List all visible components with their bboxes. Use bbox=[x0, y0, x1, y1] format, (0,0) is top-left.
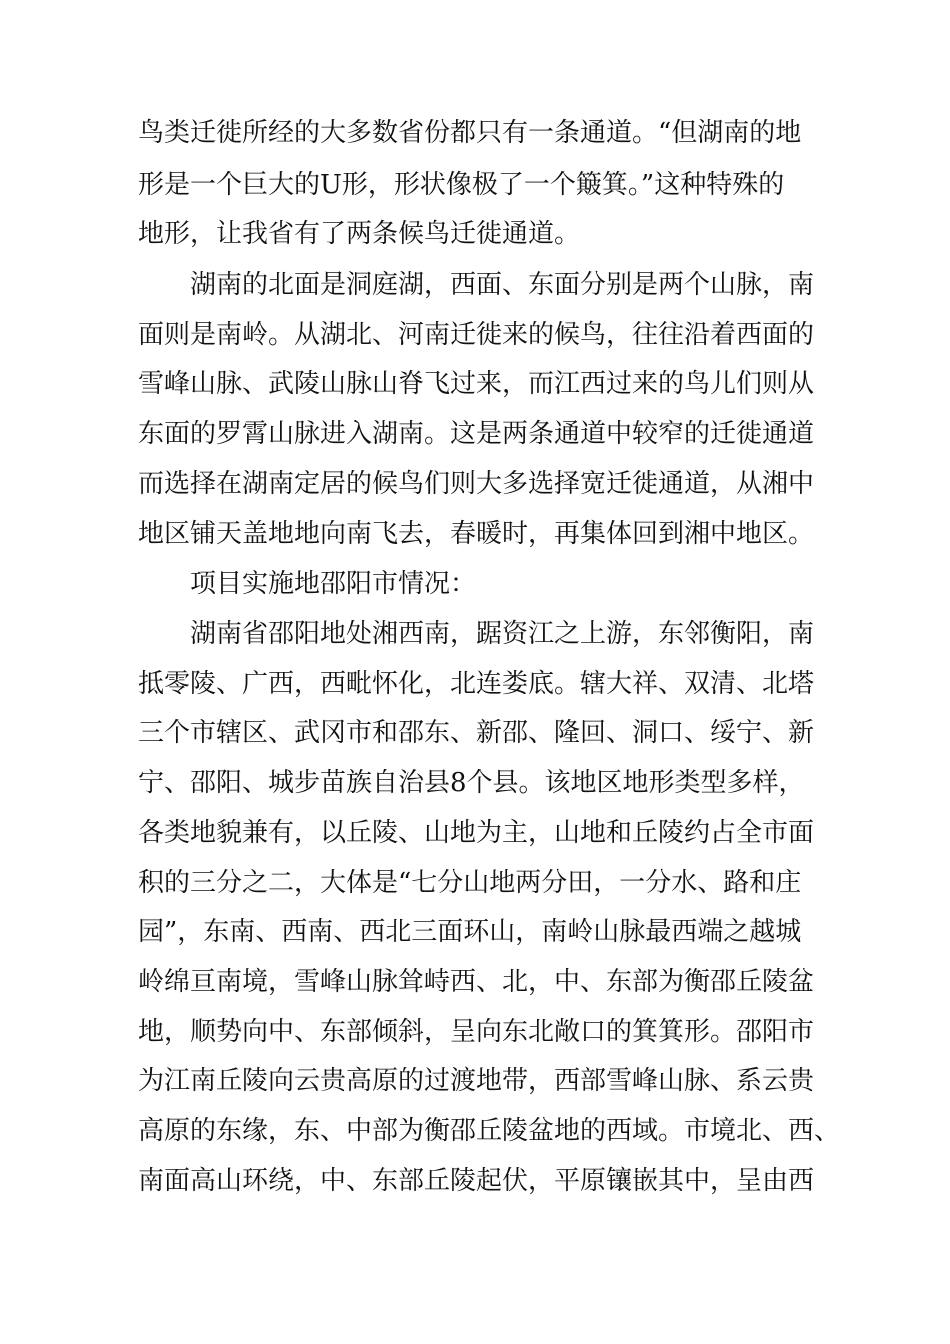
text-line: 宁、邵阳、城步苗族自治县8个县。该地区地形类型多样， bbox=[138, 768, 805, 798]
text-line: 高原的东缘，东、中部为衡邵丘陵盆地的西域。市境北、西、 bbox=[138, 1116, 841, 1146]
text-line: 为江南丘陵向云贵高原的过渡地带，西部雪峰山脉、系云贵 bbox=[138, 1066, 815, 1096]
text-line: 南面高山环绕，中、东部丘陵起伏，平原镶嵌其中，呈由西 bbox=[138, 1166, 815, 1196]
text-line: 地，顺势向中、东部倾斜，呈向东北敞口的箕箕形。邵阳市 bbox=[138, 1017, 815, 1047]
text-line: 地区铺天盖地地向南飞去，春暖时，再集体回到湘中地区。 bbox=[138, 519, 815, 549]
text-line: 鸟类迁徙所经的大多数省份都只有一条通道。“但湖南的地 bbox=[138, 118, 802, 148]
text-line: 形是一个巨大的U形，形状像极了一个簸箕。”这种特殊的 bbox=[138, 170, 785, 200]
text-line: 岭绵亘南境，雪峰山脉耸峙西、北，中、东部为衡邵丘陵盆 bbox=[138, 967, 815, 997]
text-line: 园”，东南、西南、西北三面环山，南岭山脉最西端之越城 bbox=[138, 917, 802, 947]
text-line: 湖南省邵阳地处湘西南，踞资江之上游，东邻衡阳，南 bbox=[190, 619, 815, 649]
text-line: 积的三分之二，大体是“七分山地两分田，一分水、路和庄 bbox=[138, 868, 802, 898]
text-line: 抵零陵、广西，西毗怀化，北连娄底。辖大祥、双清、北塔 bbox=[138, 669, 815, 699]
text-line: 三个市辖区、武冈市和邵东、新邵、隆回、洞口、绥宁、新 bbox=[138, 718, 815, 748]
text-line: 而选择在湖南定居的候鸟们则大多选择宽迁徙通道，从湘中 bbox=[138, 469, 815, 499]
text-line: 地形，让我省有了两条候鸟迁徙通道。 bbox=[138, 219, 581, 249]
text-line: 面则是南岭。从湖北、河南迁徙来的候鸟，往往沿着西面的 bbox=[138, 320, 815, 350]
text-line: 各类地貌兼有，以丘陵、山地为主，山地和丘陵约占全市面 bbox=[138, 818, 815, 848]
text-line: 雪峰山脉、武陵山脉山脊飞过来，而江西过来的鸟儿们则从 bbox=[138, 369, 815, 399]
text-line: 东面的罗霄山脉进入湖南。这是两条通道中较窄的迁徙通道 bbox=[138, 419, 815, 449]
text-line: 湖南的北面是洞庭湖，西面、东面分别是两个山脉，南 bbox=[190, 270, 815, 300]
section-heading: 项目实施地邵阳市情况： bbox=[190, 569, 477, 599]
